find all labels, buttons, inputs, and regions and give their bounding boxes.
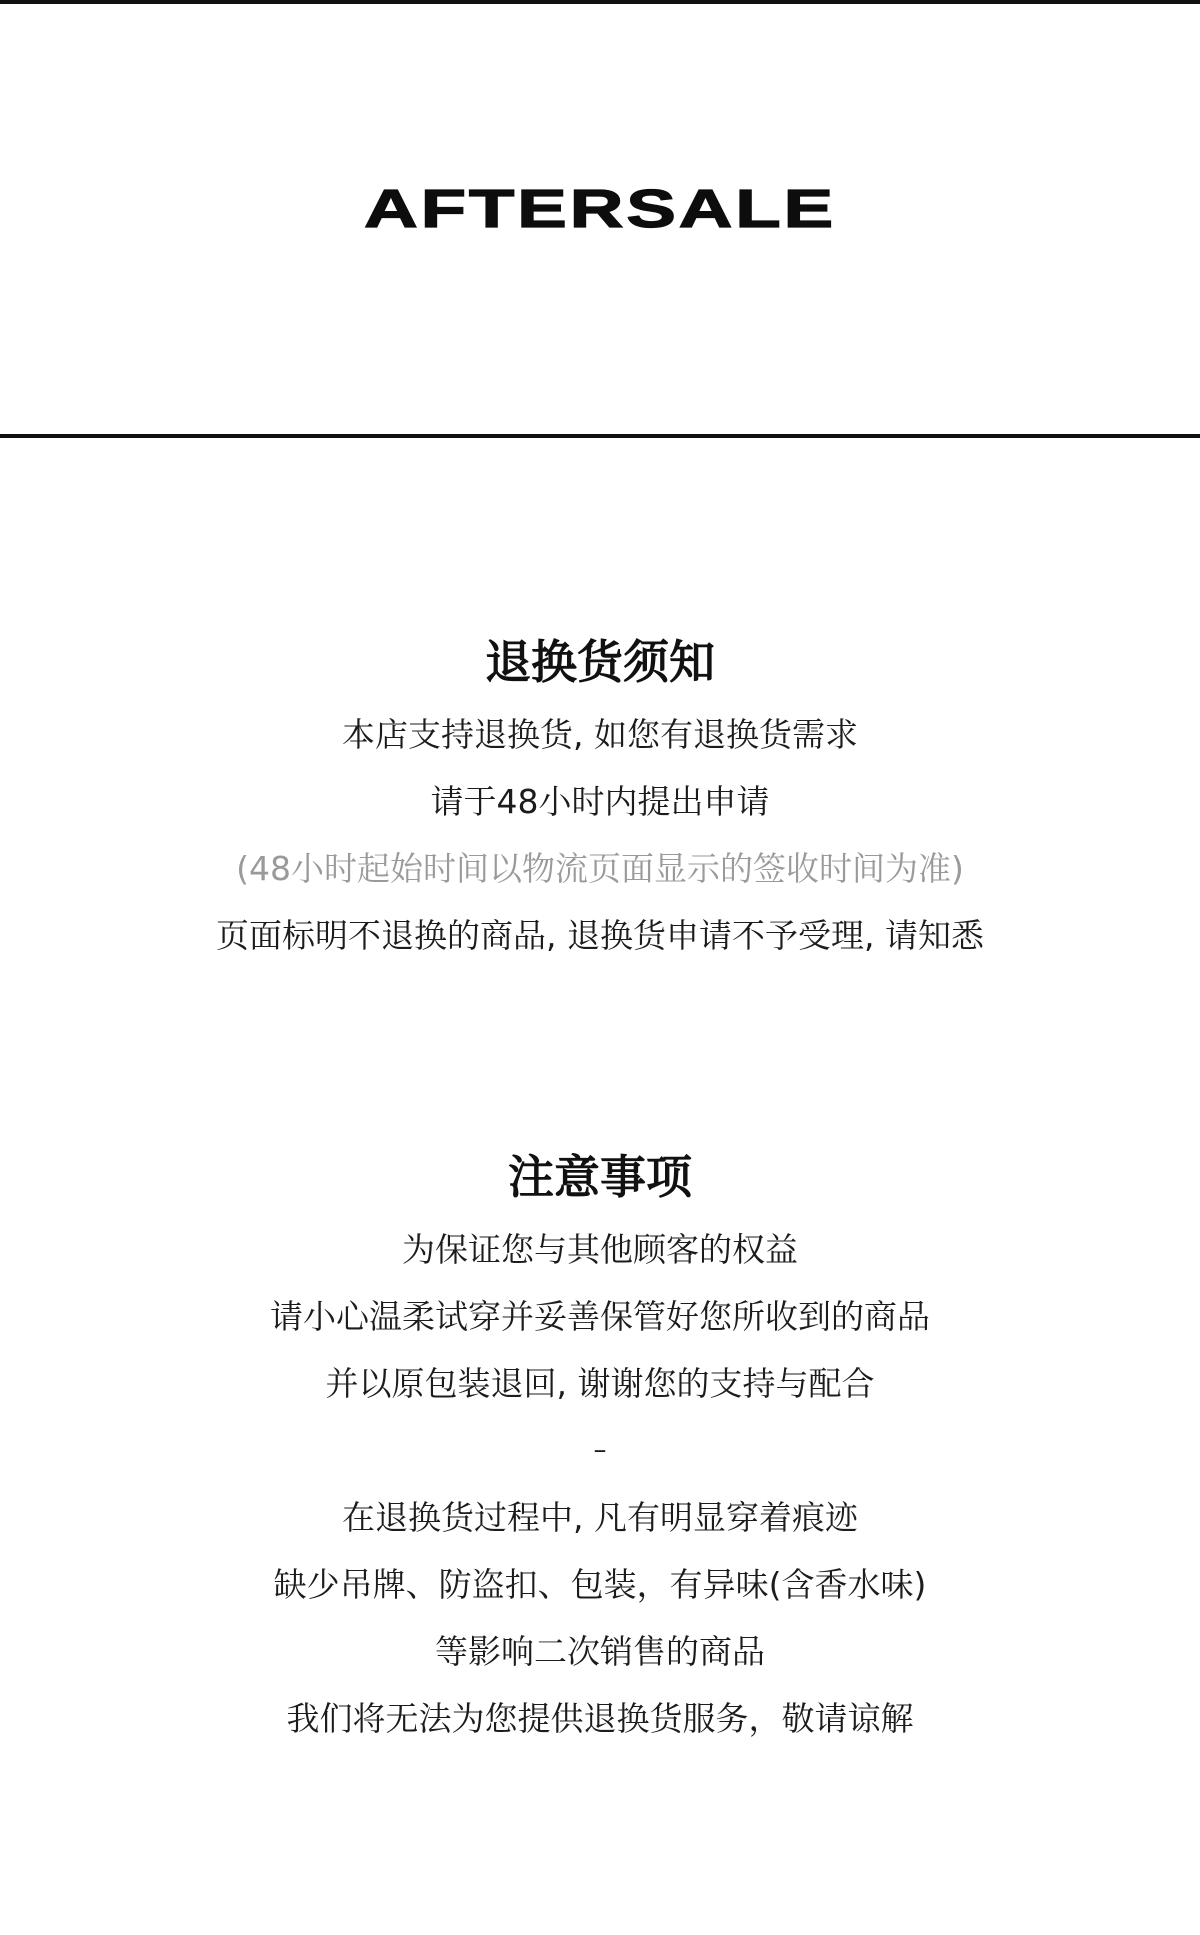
aftersale-header	[0, 4, 1200, 434]
return-policy-title: 退换货须知	[485, 635, 715, 689]
notes-line: 我们将无法为您提供退换货服务，敬请谅解	[286, 1699, 914, 1738]
notes-line: 缺少吊牌、防盗扣、包装，有异味(含香水味)	[273, 1565, 927, 1604]
notes-line: 请小心温柔试穿并妥善保管好您所收到的商品	[270, 1297, 930, 1336]
notes-line: 并以原包装退回, 谢谢您的支持与配合	[325, 1364, 875, 1403]
header-divider	[0, 434, 1200, 438]
policy-note: (48小时起始时间以物流页面显示的签收时间为准)	[236, 849, 964, 888]
notes-line: 为保证您与其他顾客的权益	[402, 1230, 798, 1269]
policy-line: 页面标明不退换的商品, 退换货申请不予受理, 请知悉	[216, 916, 984, 955]
policy-line: 请于48小时内提出申请	[430, 782, 770, 821]
page-title: AFTERSALE	[364, 179, 836, 239]
policy-line: 本店支持退换货, 如您有退换货需求	[342, 715, 858, 754]
notes-line: 在退换货过程中, 凡有明显穿着痕迹	[342, 1498, 858, 1537]
notes-line: 等影响二次销售的商品	[435, 1632, 765, 1671]
separator-dash: –	[593, 1435, 607, 1465]
notes-title: 注意事项	[508, 1150, 692, 1204]
return-policy-text	[0, 701, 1200, 969]
notes-section	[0, 1150, 1200, 1752]
notes-text	[0, 1216, 1200, 1752]
return-policy-section	[0, 635, 1200, 969]
